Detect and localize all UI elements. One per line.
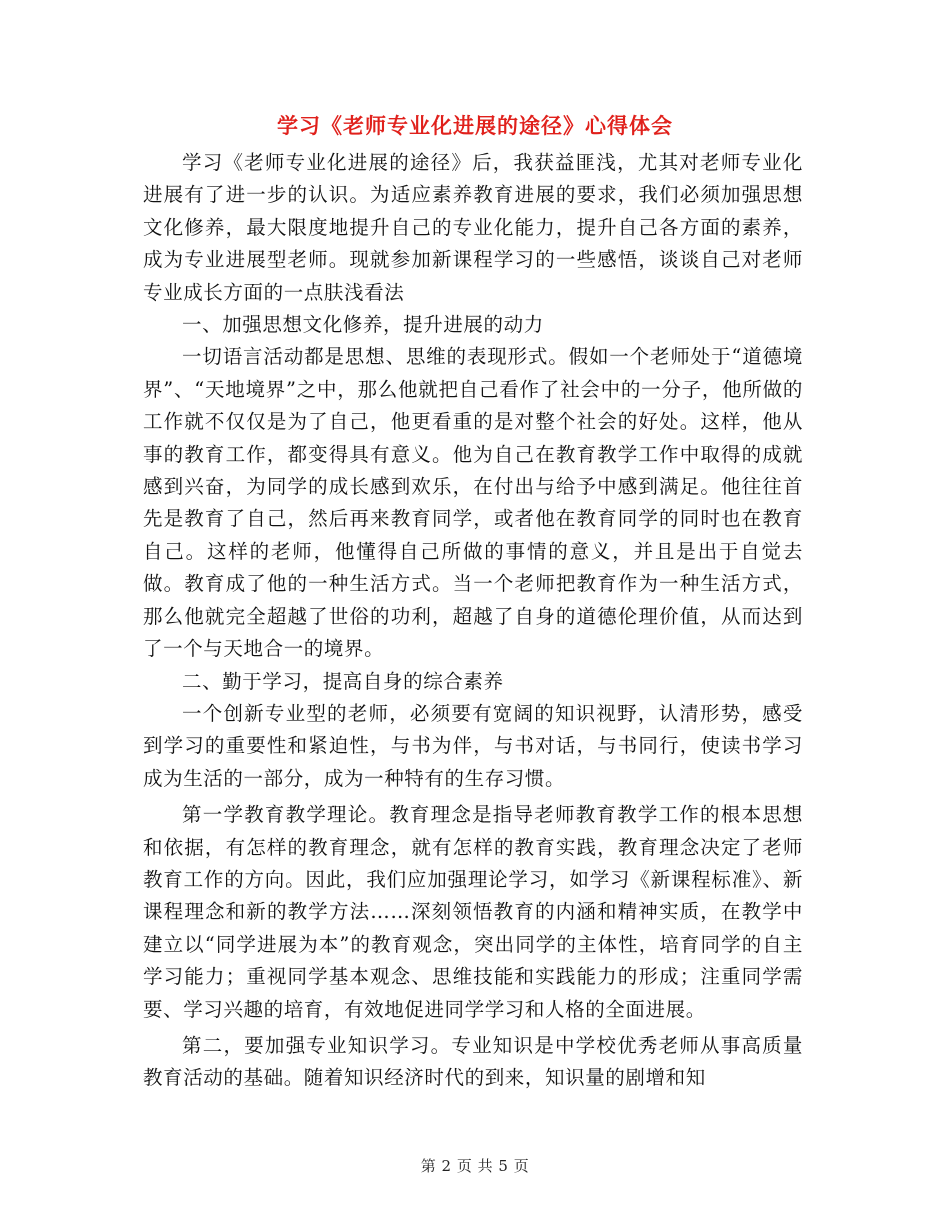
page-number-footer: 第 2 页 共 5 页 (420, 1157, 530, 1175)
document-title: 学习《老师专业化进展的途径》心得体会 (277, 113, 673, 138)
document-body (143, 147, 803, 1095)
paragraph-professional-knowledge: 第二，要加强专业知识学习。专业知识是中学校优秀老师从事高质量教育活动的基础。随着知识经济时代的到来，知识量的剧增和知 (143, 1033, 803, 1090)
paragraph-section-1: 一切语言活动都是思想、思维的表现形式。假如一个老师处于“道德境界”、“天地境界”之中，那么他就把自己看作了社会中的一分子，他所做的工作就不仅仅是为了自己，他更看重的是对整个社会的好处。这样，他从事的教育工作，都变得具有意义。他为自己在教育教学工作中取得的成就感到兴奋，为同学的成长感到欢乐，在付出与给予中感到满足。他往往首先是教育了自己，然后再来教育同学，或者他在教育同学的同时也在教育自己。这样的老师，他懂得自己所做的事情的意义，并且是出于自觉去做。教育成了他的一种生活方式。当一个老师把教育作为一种生活方式，那么他就完全超越了世俗的功利，超越了自身的道德伦理价值，从而达到了一个与天地合一的境界。 (143, 345, 803, 661)
paragraph-section-2: 一个创新专业型的老师，必须要有宽阔的知识视野，认清形势，感受到学习的重要性和紧迫性，与书为伴，与书对话，与书同行，使读书学习成为生活的一部分，成为一种特有的生存习惯。 (143, 701, 803, 790)
section-heading-2: 二、勤于学习，提高自身的综合素养 (182, 669, 504, 693)
paragraph-intro: 学习《老师专业化进展的途径》后，我获益匪浅，尤其对老师专业化进展有了进一步的认识。为适应素养教育进展的要求，我们必须加强思想文化修养，最大限度地提升自己的专业化能力，提升自己各方面的素养，成为专业进展型老师。现就参加新课程学习的一些感悟，谈谈自己对老师专业成长方面的一点肤浅看法 (143, 151, 803, 304)
section-heading-1: 一、加强思想文化修养，提升进展的动力 (182, 313, 544, 337)
paragraph-theory: 第一学教育教学理论。教育理念是指导老师教育教学工作的根本思想和依据，有怎样的教育理念，就有怎样的教育实践，教育理念决定了老师教育工作的方向。因此，我们应加强理论学习，如学习《新课程标准》、新课程理念和新的教学方法……深刻领悟教育的内涵和精神实质，在教学中建立以“同学进展为本”的教育观念，突出同学的主体性，培育同学的自主学习能力；重视同学基本观念、思维技能和实践能力的形成；注重同学需要、学习兴趣的培育，有效地促进同学学习和人格的全面进展。 (143, 803, 803, 1021)
